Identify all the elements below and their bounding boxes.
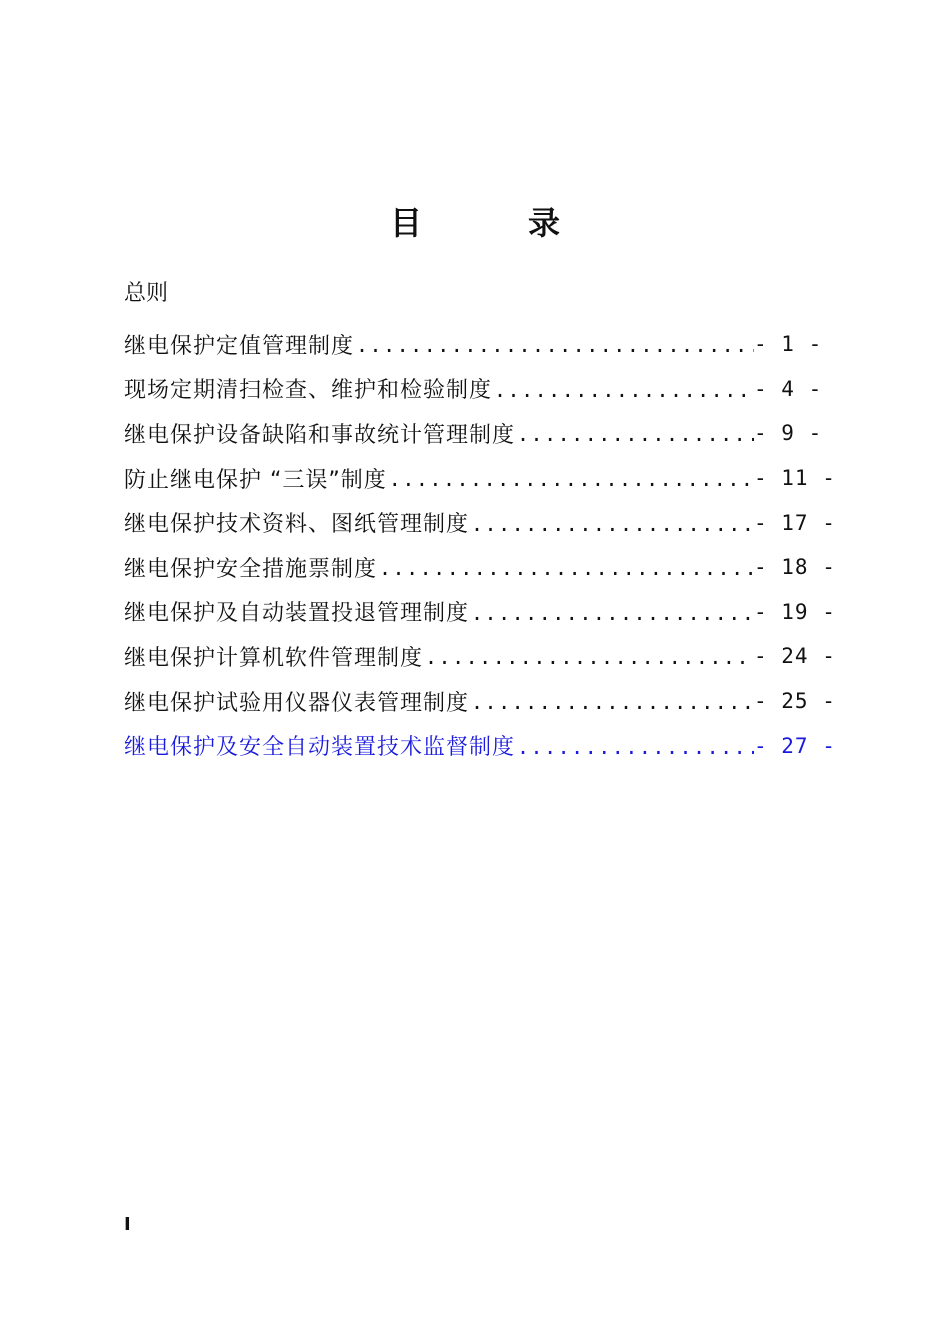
toc-leader-dots [494,378,754,402]
toc-entry[interactable] [124,456,840,501]
toc-entry-page: - 18 - [754,555,836,580]
toc-entry-title: 继电保护试验用仪器仪表管理制度 [124,690,470,716]
toc-entry-title: 继电保护及自动装置投退管理制度 [124,601,470,627]
toc-leader-dots [356,333,754,357]
toc-entry[interactable] [124,679,840,724]
toc-entry-page: - 11 - [754,466,836,491]
toc-entry[interactable] [124,500,840,545]
toc-entry-page: - 1 - [754,332,823,357]
toc-entry-title: 继电保护设备缺陷和事故统计管理制度 [124,422,516,448]
toc-leader-dots [379,556,754,580]
toc-entry[interactable] [124,590,840,635]
toc-entry-page: - 19 - [754,599,836,624]
toc-leader-dots [425,645,754,669]
toc-title-char-2: 录 [528,204,561,242]
toc-entry-page: - 27 - [754,733,836,758]
toc-leader-dots [471,601,754,625]
toc-entry[interactable] [124,322,840,367]
toc-title [0,198,950,248]
toc-leader-dots [517,735,754,759]
toc-entry[interactable] [124,367,840,412]
toc-entry-title: 继电保护计算机软件管理制度 [124,645,424,671]
toc-entry-page: - 24 - [754,644,836,669]
toc-entry-title: 现场定期清扫检查、维护和检验制度 [124,378,493,404]
toc-entry[interactable] [124,411,840,456]
toc-entry-page: - 25 - [754,689,836,714]
toc-entry-title: 防止继电保护 “三误”制度 [124,467,387,493]
toc-entry[interactable] [124,545,840,590]
toc-leader-dots [517,422,754,446]
toc-entry-title: 继电保护技术资料、图纸管理制度 [124,512,470,538]
toc-entry-title: 继电保护及安全自动装置技术监督制度 [124,735,516,761]
toc-entry-link[interactable] [124,723,840,768]
toc-leader-dots [389,467,754,491]
toc-heading: 总则 [124,281,169,306]
toc-title-char-1: 目 [390,204,423,242]
toc-entry[interactable] [124,634,840,679]
toc-entry-title: 继电保护定值管理制度 [124,333,355,359]
toc-entry-page: - 17 - [754,510,836,535]
toc-entry-page: - 9 - [754,421,823,446]
toc-entry-title: 继电保护安全措施票制度 [124,556,378,582]
toc-leader-dots [471,512,754,536]
page-number: I [124,1214,131,1235]
toc-leader-dots [471,690,754,714]
toc-entry-page: - 4 - [754,376,823,401]
toc-list [124,322,840,768]
